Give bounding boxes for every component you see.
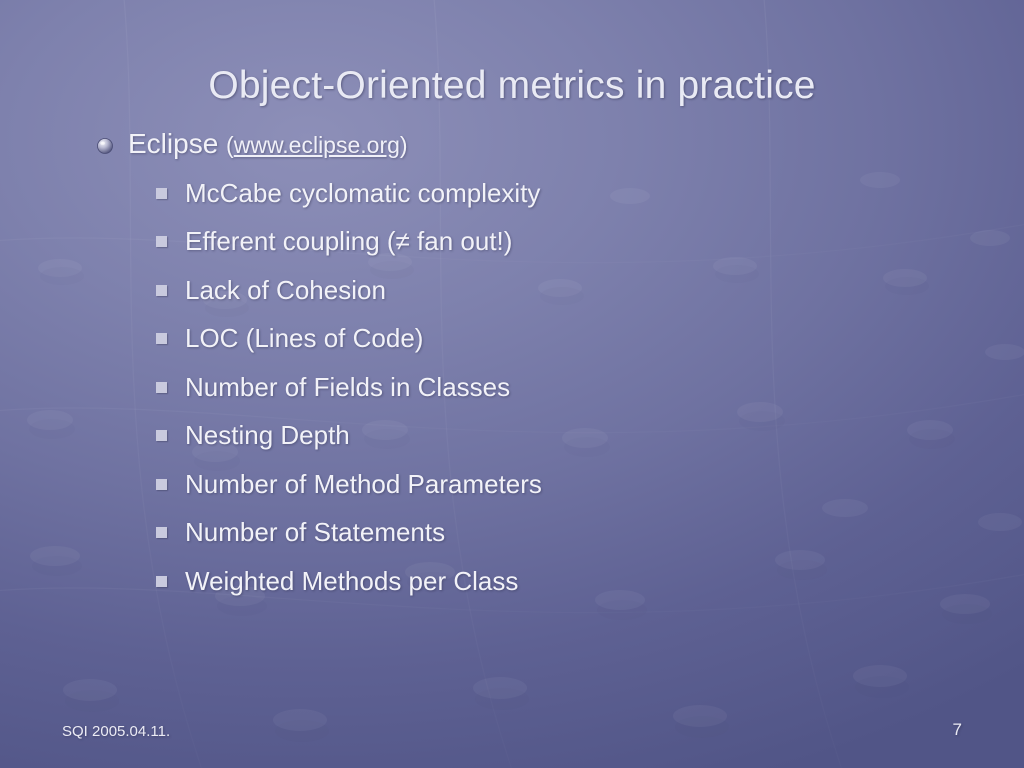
list-item (156, 315, 946, 364)
list-item-label: McCabe cyclomatic complexity (185, 177, 541, 208)
list-item (156, 363, 946, 412)
list-item-label: Number of Method Parameters (185, 468, 542, 499)
list-item (156, 218, 946, 267)
slide-content (96, 128, 946, 606)
square-bullet-icon (156, 188, 167, 199)
paren-open: ( (226, 132, 234, 158)
square-bullet-icon (156, 285, 167, 296)
list-item-label: Lack of Cohesion (185, 274, 386, 305)
list-item-label: Efferent coupling (≠ fan out!) (185, 226, 513, 257)
square-bullet-icon (156, 333, 167, 344)
list-item (156, 460, 946, 509)
list-item (156, 412, 946, 461)
square-bullet-icon (156, 430, 167, 441)
square-bullet-icon (156, 479, 167, 490)
eclipse-label: Eclipse (128, 128, 219, 159)
eclipse-website-link[interactable]: www.eclipse.org (233, 132, 400, 158)
list-item (156, 509, 946, 558)
list-item (156, 557, 946, 606)
paren-close: ) (399, 132, 408, 158)
square-bullet-icon (156, 527, 167, 538)
slide-number: 7 (952, 720, 962, 739)
slide-footer-text: SQI 2005.04.11. (62, 723, 171, 740)
eclipse-label-group (128, 128, 408, 160)
list-item-label: Nesting Depth (185, 420, 350, 451)
list-item-label: LOC (Lines of Code) (185, 323, 424, 354)
list-item-label: Weighted Methods per Class (185, 565, 519, 596)
list-item-label: Number of Fields in Classes (185, 371, 511, 402)
list-item-label: Number of Statements (185, 517, 446, 548)
square-bullet-icon (156, 576, 167, 587)
list-item (156, 266, 946, 315)
slide-title: Object-Oriented metrics in practice (208, 64, 816, 108)
sphere-bullet-icon (96, 137, 114, 155)
bullet-item-eclipse (96, 128, 946, 160)
metrics-list (96, 169, 946, 606)
square-bullet-icon (156, 236, 167, 247)
list-item (156, 169, 946, 218)
square-bullet-icon (156, 382, 167, 393)
